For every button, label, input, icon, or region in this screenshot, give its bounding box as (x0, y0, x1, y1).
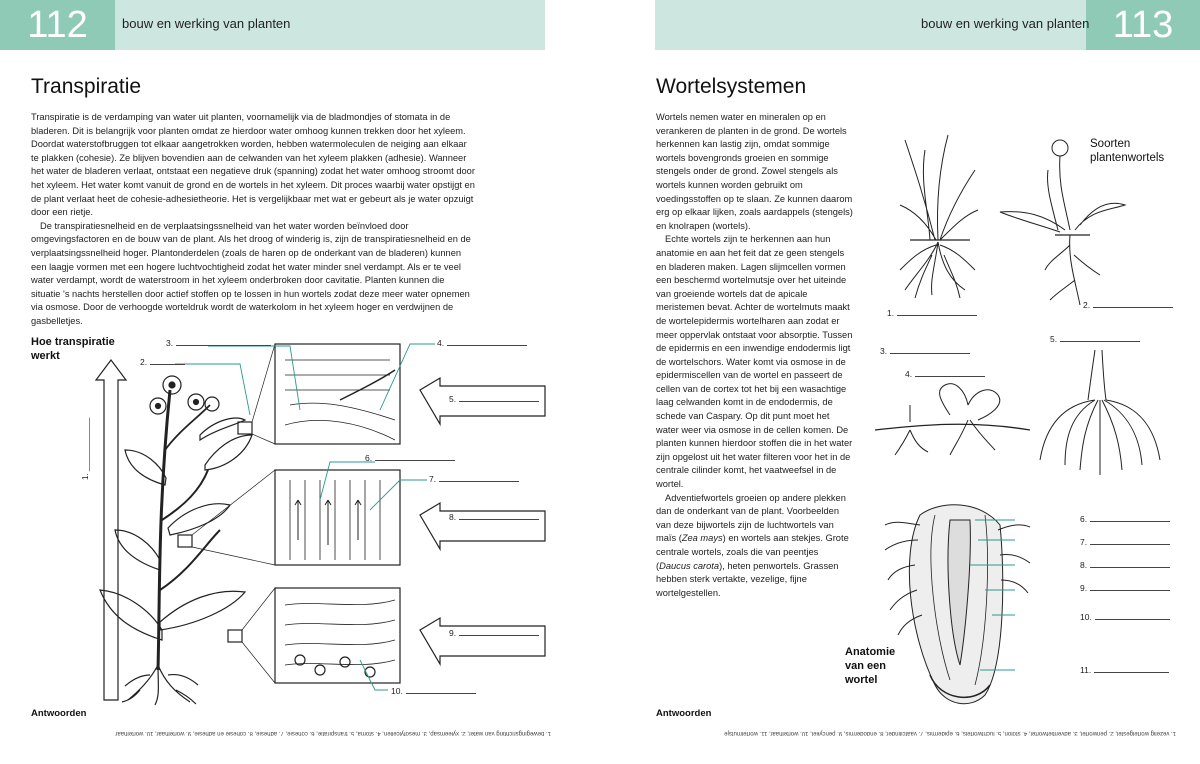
left-label-3: 3. (166, 338, 271, 348)
right-label-4: 4. (905, 369, 985, 379)
right-label-9: 9. (1080, 583, 1170, 593)
left-answers-title: Antwoorden (31, 708, 87, 719)
left-paragraph-1: Transpiratie is de verdamping van water uit planten, voornamelijk via de bladmondjes of stomata in de bladeren. Dit is belangrijk voor planten omdat ze hierdoor water omhoog kunnen trekken door het xyleem. Doordat waterstofbruggen tot elkaar aangetrokken worden, hebben watermoleculen de neiging aan elkaar te plakken (cohesie). Ze blijven bovendien aan de celwanden van het xyleem plakken (adhesie). Wanneer het water de bladeren verlaat, ontstaat een negatieve druk (spanning) zodat het water omhoog stroomt door het xyleem. Het water komt vanuit de grond en de wortels in het xyleem. Dit proces waarbij water opstijgt en de plant verlaat heet de cohesie-adhesietheorie. Het is vergelijkbaar met wat er gebeurt als je water opzuigt door een rietje. (31, 112, 475, 218)
cohesion-arrow (420, 503, 545, 549)
svg-text:1. ____________: 1. ____________ (81, 417, 90, 480)
left-page-number: 112 (0, 0, 115, 50)
right-label-3: 3. (880, 346, 970, 356)
stolon-icon (875, 424, 1030, 430)
left-label-5: 5. (449, 394, 539, 404)
left-label-9: 9. (449, 628, 539, 638)
left-body-text (31, 111, 475, 329)
right-running-head: bouw en werking van planten (921, 16, 1090, 31)
right-label-8: 8. (1080, 560, 1170, 570)
right-paragraph-3: Adventiefwortels groeien op andere plekken dan de onderkant van de plant. Voorbeelden van deze bijwortels zijn de luchtwortels van maïs (Zea mays) en wortels aan stekjes. Grote centrale wortels, zoals die van peentjes (Daucus carota), heten penwortels. Grassen hebben sterk vertakte, vezelige, fijne wortelgestellen. (656, 492, 849, 598)
left-label-2: 2. (140, 357, 185, 367)
fibrous-root-icon (900, 242, 975, 298)
left-running-head: bouw en werking van planten (122, 16, 291, 31)
aerial-root-icon (1040, 400, 1160, 475)
right-label-7: 7. (1080, 537, 1170, 547)
left-label-8: 8. (449, 512, 539, 522)
left-page-title: Transpiratie (31, 75, 142, 98)
right-answers-title: Antwoorden (656, 708, 712, 719)
taproot-icon (1045, 235, 1100, 305)
left-label-7: 7. (429, 474, 519, 484)
left-label-6: 6. (365, 453, 455, 463)
right-label-6: 6. (1080, 514, 1170, 524)
right-paragraph-1: Wortels nemen water en mineralen op en verankeren de planten in de grond. De wortels herkennen kan lastig zijn, omdat sommige wortels bovengronds groeien en sommige stengels onder de grond. Zowel stengels als wortels kunnen worden gebruikt om voedingsstoffen op te slaan. Ze kunnen daarom erg op elkaar lijken, zoals aardappels (stengels) en knolrapen (wortels). (656, 112, 853, 231)
left-label-10: 10. (391, 686, 476, 696)
root-anatomy-caption: Anatomie van een wortel (845, 646, 896, 686)
right-answers: 1. vezelig wortelgestel, 2. penwortel, 3. adventiefwortel, 4. stolon, 5. luchtwortels, 6. epidermis, 7. vaatcilinder, 8. endodermis, 9. pericykel, 10. wortelhaar, 11. wortelmutsje (724, 730, 1176, 736)
root-system (122, 665, 198, 705)
right-label-11: 11. (1080, 665, 1169, 675)
right-page-number: 113 (1086, 0, 1200, 50)
root-hair-arrow (420, 618, 545, 664)
right-paragraph-2: Echte wortels zijn te herkennen aan hun anatomie en aan het feit dat ze geen stengels en bladeren maken. Lagen slijmcellen vormen een beschermd wortelmutsje over het uiteinde van groeiende wortels dat de apicale meristemen bevat. Achter de wortelmuts maakt de wortelepidermis wortelharen aan zodat er meer oppervlak ontstaat voor absorptie. Tussen de epidermis en een inwendige endodermis ligt de wortelschors. Water komt via osmose in de epidermiscellen van de wortel en passeert de cellen van de cortex tot het bij een wasachtige laag celwanden komt in de endodermis, de schede van Caspary. Op dit punt moet het water weer via osmose in de cellen komen. De planten kunnen hierdoor stoffen die in het water zijn opgelost uit het water filteren voor het in de centrale cilinder komt, het vaatweefsel in de wortel. (656, 234, 853, 490)
stem-detail-box (275, 470, 400, 565)
right-label-5: 5. (1050, 334, 1140, 344)
grass-plant-icon (900, 135, 978, 240)
root-anatomy-diagram (880, 495, 1180, 715)
right-page-title: Wortelsystemen (656, 75, 807, 98)
root-types-caption: Soorten plantenwortels (1090, 138, 1165, 164)
right-label-1: 1. (887, 308, 977, 318)
leaf-detail-box (275, 344, 400, 444)
left-diagram-caption: Hoe transpiratie werkt (31, 336, 115, 362)
left-label-4: 4. (437, 338, 527, 348)
right-label-10: 10. (1080, 612, 1170, 622)
dandelion-icon (1000, 156, 1125, 232)
right-body-text (656, 111, 853, 600)
left-answers: 1. bewegingsrichting van water, 2. xyleemsap, 3. mesofylcellen, 4. stoma, 5. transpiratie, 6. cohesie, 7. adhesie, 8. cohesie en adhesie, 9. wortelhaar, 10. wortelhaar (115, 730, 551, 736)
right-label-2: 2. (1083, 300, 1173, 310)
strawberry-plant-icon (940, 384, 1000, 455)
root-detail-box (275, 588, 400, 683)
left-paragraph-2: De transpiratiesnelheid en de verplaatsingssnelheid van het water worden beïnvloed door omgevingsfactoren en de bouw van de plant. Als het droog of winderig is, zijn de transpiratiesnelheid en de verplaatsingssnelheid hoger. Plantonderdelen (zoals de haren op de onderkant van de bladeren) kunnen een laagje vormen met een hogere luchtvochtigheid zodat het water minder snel verdampt. Als er te veel water verdampt, wordt de waterstroom in het xyleem onderbroken door cavitatie. Planten kunnen die situatie 's nachts herstellen door actief stoffen op te lossen in hun wortels zodat deze meer water opnemen via osmose. Door de verhoogde worteldruk wordt de waterkolom in het xyleem hoger en verdwijnen de gasbelletjes. (31, 220, 471, 326)
